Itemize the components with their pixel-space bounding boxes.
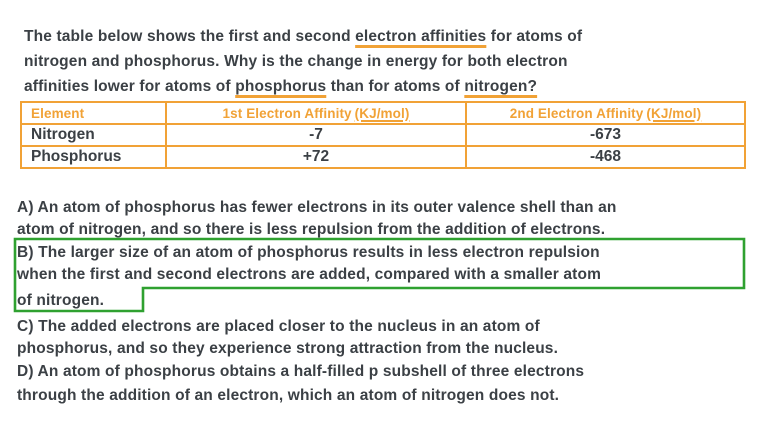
choice-a-line-2: atom of nitrogen, and so there is less repulsion from the addition of electrons. xyxy=(17,221,606,238)
header-label: 2nd Electron Affinity xyxy=(509,105,644,121)
choice-b-line-1: B) The larger size of an atom of phosphorus results in less electron repulsion xyxy=(17,244,600,261)
cell-nitrogen-2nd-ea: -673 xyxy=(466,124,745,146)
question-line-2 xyxy=(24,52,568,71)
underlined-phrase-phosphorus: phosphorus xyxy=(235,78,327,95)
cell-element-phosphorus: Phosphorus xyxy=(21,146,166,168)
question-text: for atoms of xyxy=(486,28,583,45)
choice-b-line-3: of nitrogen. xyxy=(17,292,105,309)
question-text: affinities lower for atoms of xyxy=(24,78,236,95)
question-line-3 xyxy=(24,77,537,96)
col-header-element xyxy=(21,102,166,124)
choice-b-line-2: when the first and second electrons are added, compared with a smaller atom xyxy=(17,266,602,283)
question-line-1 xyxy=(24,27,582,46)
underlined-phrase-nitrogen: nitrogen? xyxy=(464,78,538,95)
header-label: 1st Electron Affinity xyxy=(222,105,352,121)
choice-a-line-1: A) An atom of phosphorus has fewer electrons in its outer valence shell than an xyxy=(17,199,617,216)
choice-c-line-1: C) The added electrons are placed closer to the nucleus in an atom of xyxy=(17,318,540,335)
question-text: than for atoms of xyxy=(326,78,465,95)
header-unit: (KJ/mol) xyxy=(354,105,410,121)
table-row-nitrogen xyxy=(21,124,745,146)
underlined-phrase-electron-affinities: electron affinities xyxy=(355,28,487,45)
question-text: nitrogen and phosphorus. Why is the change in energy for both electron xyxy=(24,53,568,70)
cell-element-nitrogen: Nitrogen xyxy=(21,124,166,146)
choice-d-line-1: D) An atom of phosphorus obtains a half-filled p subshell of three electrons xyxy=(17,363,585,380)
header-unit: (KJ/mol) xyxy=(646,105,702,121)
col-header-1st-electron-affinity xyxy=(166,102,466,124)
cell-phosphorus-2nd-ea: -468 xyxy=(466,146,745,168)
cell-nitrogen-1st-ea: -7 xyxy=(166,124,466,146)
header-label: Element xyxy=(31,105,85,121)
table-header-row xyxy=(21,102,745,124)
choice-c-line-2: phosphorus, and so they experience strong attraction from the nucleus. xyxy=(17,340,559,357)
electron-affinity-table xyxy=(20,101,746,169)
col-header-2nd-electron-affinity xyxy=(466,102,745,124)
choice-d-line-2: through the addition of an electron, which an atom of nitrogen does not. xyxy=(17,387,560,404)
cell-phosphorus-1st-ea: +72 xyxy=(166,146,466,168)
question-text: The table below shows the first and second xyxy=(24,28,356,45)
table-row-phosphorus xyxy=(21,146,745,168)
